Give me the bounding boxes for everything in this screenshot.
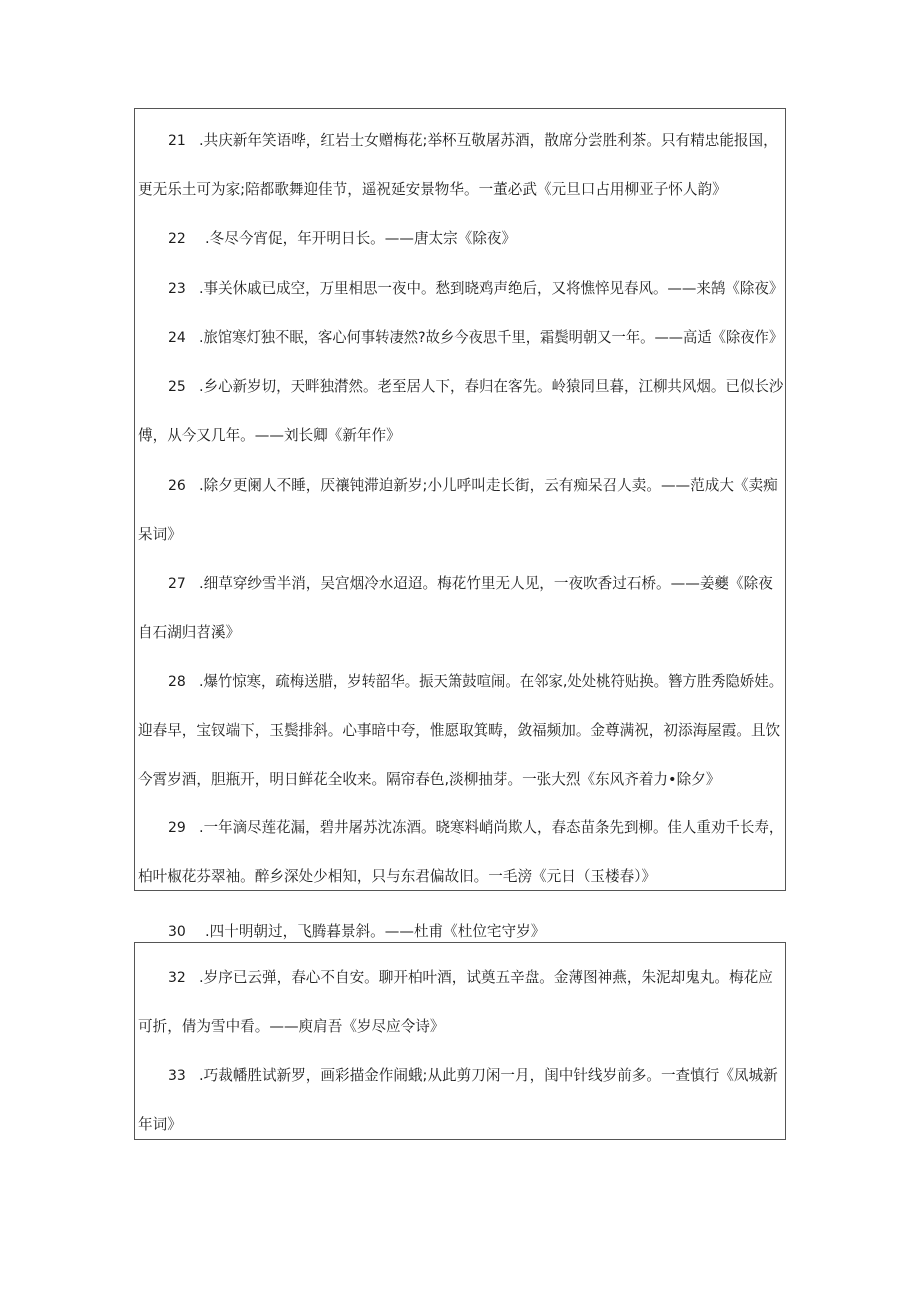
entry-line: 可折，倩为雪中看。——庾肩吾《岁尽应令诗》 (138, 1018, 445, 1035)
entry-line: 呆词》 (138, 526, 182, 543)
entry-number: 26 (168, 478, 186, 494)
entry-number: 28 (168, 674, 186, 690)
entry-line: .一年滴尽莲花漏，碧井屠苏沈冻酒。晓寒料峭尚欺人，春态苗条先到柳。佳人重劝千长寿， (199, 819, 784, 836)
entry-line: 傅，从今又几年。——刘长卿《新年作》 (138, 427, 401, 444)
entry-number: 33 (168, 1068, 186, 1084)
entry-line: .冬尽今宵促，年开明日长。——唐太宗《除夜》 (205, 230, 517, 247)
entry-number: 27 (168, 576, 186, 592)
entry-number: 23 (168, 281, 186, 297)
entry-line: 柏叶椒花芬翠袖。醉乡深处少相知，只与东君偏故旧。一毛滂《元日（玉楼春）》 (138, 868, 657, 885)
entry-line: 年词》 (138, 1116, 182, 1133)
entry-line: .乡心新岁切，天畔独潸然。老至居人下，春归在客先。岭猿同旦暮，江柳共风烟。已似长沙 (199, 378, 784, 395)
entry-number: 25 (168, 379, 186, 395)
entry-number: 21 (168, 133, 186, 149)
entry-number: 24 (168, 330, 186, 346)
entry-line: .旅馆寒灯独不眠，客心何事转凄然?故乡今夜思千里，霜鬓明朝又一年。——高适《除夜作》 (199, 329, 784, 346)
entry-line: .共庆新年笑语哗，红岩士女赠梅花;举杯互敬屠苏酒，散席分尝胜利茶。只有精忠能报国， (199, 132, 778, 149)
entry-line: .除夕更阑人不睡，厌禳钝滞迫新岁;小儿呼叫走长街，云有痴呆召人卖。——范成大《卖痴 (199, 477, 778, 494)
entry-line: .四十明朝过，飞腾暮景斜。——杜甫《杜位宅守岁》 (205, 923, 546, 940)
entry-line: 迎春早，宝钗端下，玉鬓排斜。心事暗中夸，惟愿取箕畴，敛福频加。金尊满祝，初添海屋霞。且饮 (138, 722, 781, 739)
entry-line: 更无乐土可为家;陪都歌舞迎佳节，遥祝延安景物华。一董必武《元旦口占用柳亚子怀人韵》 (138, 181, 727, 198)
entry-line: .细草穿纱雪半消，吴宫烟冷水迢迢。梅花竹里无人见，一夜吹香过石桥。——姜夔《除夜 (199, 575, 773, 592)
entry-line: .爆竹惊寒，疏梅送腊，岁转韶华。振天箫鼓喧闹。在邻家,处处桃符贴换。簪方胜秀隐娇娃。 (199, 673, 784, 690)
entry-line: .巧裁幡胜试新罗，画彩描金作闹蛾;从此剪刀闲一月，闺中针线岁前多。一查慎行《凤城新 (199, 1067, 778, 1084)
entry-number: 32 (168, 970, 186, 986)
entry-line: 今霄岁酒，胆瓶开，明日鲜花全收来。隔帘春色,淡柳抽芽。一张大烈《东风齐着力•除夕》 (138, 771, 721, 788)
entry-number: 22 (168, 231, 186, 247)
entry-line: .事关休戚已成空，万里相思一夜中。愁到晓鸡声绝后，又将憔悴见春风。——来鹄《除夜》 (199, 280, 784, 297)
entry-number: 30 (168, 924, 186, 940)
entry-line: .岁序已云弹，春心不自安。聊开柏叶酒，试奠五辛盘。金薄图神燕，朱泥却鬼丸。梅花应 (199, 969, 773, 986)
entry-line: 自石湖归苕溪》 (138, 624, 241, 641)
entry-number: 29 (168, 820, 186, 836)
